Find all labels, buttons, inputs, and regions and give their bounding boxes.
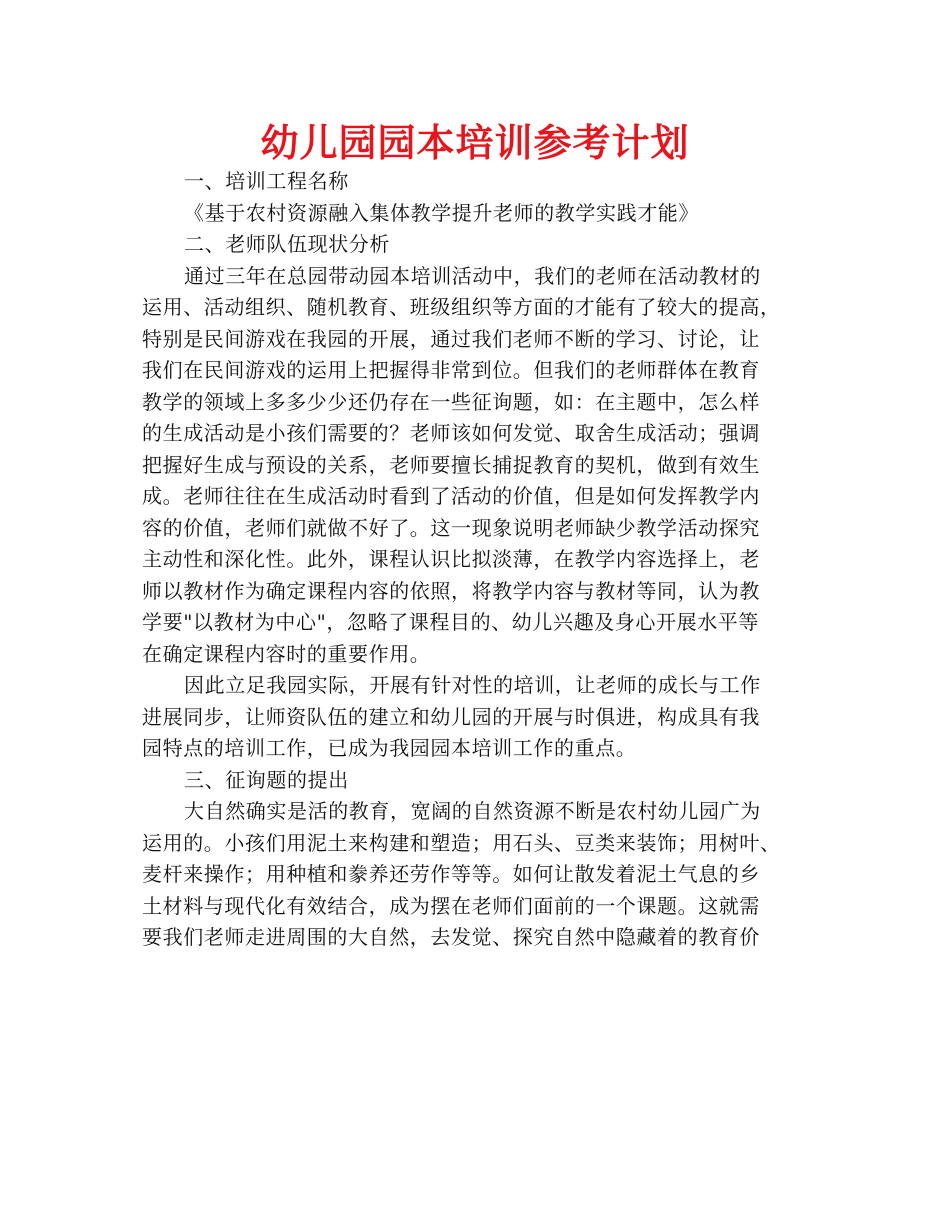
text-line: 《基于农村资源融入集体教学提升老师的教学实践才能》 (184, 200, 699, 225)
text-line: 教学的领域上多多少少还仍存在一些征询题，如：在主题中，怎么样 (142, 389, 760, 414)
text-line: 要我们老师走进周围的大自然，去发觉、探究自然中隐藏着的教育价 (142, 925, 760, 949)
text-line: 师以教材作为确定课程内容的依照，将教学内容与教材等同，认为教 (142, 578, 760, 603)
text-line: 的生成活动是小孩们需要的？老师该如何发觉、取舍生成活动；强调 (142, 421, 760, 445)
text-line: 在确定课程内容时的重要作用。 (142, 641, 431, 666)
text-line: 二、老师队伍现状分析 (184, 232, 390, 256)
text-line: 运用的。小孩们用泥土来构建和塑造；用石头、豆类来装饰；用树叶、 (142, 830, 781, 855)
text-line: 大自然确实是活的教育，宽阔的自然资源不断是农村幼儿园广为 (184, 799, 761, 823)
document-body (142, 166, 814, 954)
text-line: 进展同步，让师资队伍的建立和幼儿园的开展与时俱进，构成具有我 (142, 704, 760, 729)
text-line: 把握好生成与预设的关系，老师要擅长捕捉教育的契机，做到有效生 (142, 452, 760, 477)
text-line: 因此立足我园实际，开展有针对性的培训，让老师的成长与工作 (184, 673, 761, 697)
text-line: 运用、活动组织、随机教育、班级组织等方面的才能有了较大的提高， (142, 295, 781, 319)
text-line: 一、培训工程名称 (184, 169, 349, 193)
text-line: 容的价值，老师们就做不好了。这一现象说明老师缺少教学活动探究 (142, 515, 760, 540)
text-line: 通过三年在总园带动园本培训活动中，我们的老师在活动教材的 (184, 263, 761, 288)
text-line: 主动性和深化性。此外，课程认识比拟淡薄，在教学内容选择上，老 (142, 547, 760, 571)
text-line: 学要"以教材为中心"，忽略了课程目的、幼儿兴趣及身心开展水平等 (142, 610, 759, 634)
text-line: 麦杆来操作；用种植和豢养还劳作等等。如何让散发着泥土气息的乡 (142, 862, 760, 886)
document-title: 幼儿园园本培训参考计划 (260, 121, 690, 165)
text-line: 三、征询题的提出 (184, 767, 349, 792)
text-line: 特别是民间游戏在我园的开展，通过我们老师不断的学习、讨论，让 (142, 326, 760, 351)
text-line: 成。老师往往在生成活动时看到了活动的价值，但是如何发挥教学内 (142, 484, 760, 508)
text-line: 土材料与现代化有效结合，成为摆在老师们面前的一个课题。这就需 (142, 893, 760, 918)
text-line: 园特点的培训工作，已成为我园园本培训工作的重点。 (142, 736, 637, 760)
text-line: 我们在民间游戏的运用上把握得非常到位。但我们的老师群体在教育 (142, 358, 760, 382)
